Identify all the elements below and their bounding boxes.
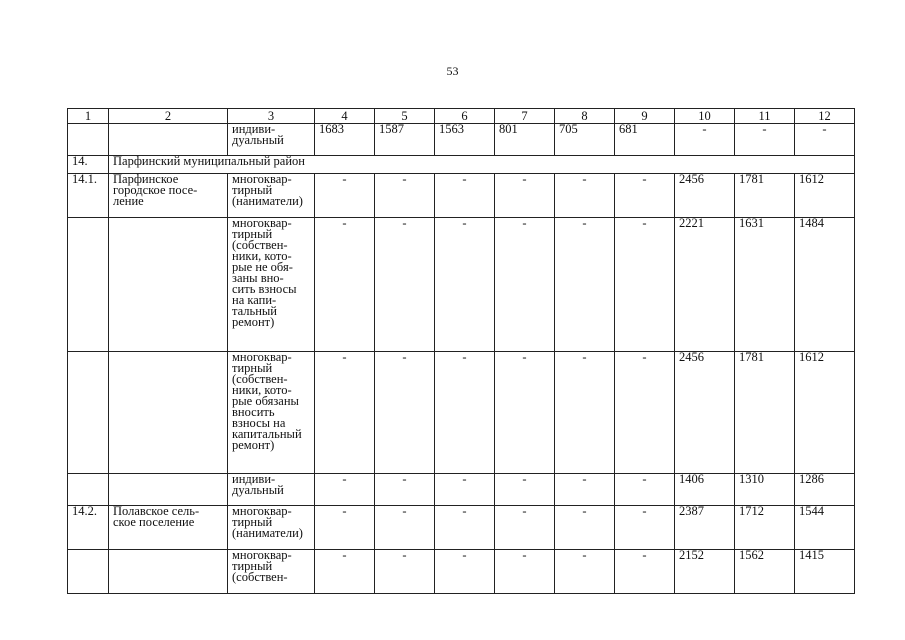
- value-cell: -: [615, 352, 675, 474]
- settlement-name: Парфинское городское посе- ление: [109, 174, 228, 218]
- value-cell: -: [495, 352, 555, 474]
- row-number: [68, 124, 109, 156]
- column-header: 1: [68, 109, 109, 124]
- settlement-name: [109, 474, 228, 506]
- value-cell: -: [375, 550, 435, 594]
- housing-type: многоквар- тирный (наниматели): [228, 506, 315, 550]
- value-cell: -: [795, 124, 855, 156]
- housing-type: индиви- дуальный: [228, 474, 315, 506]
- column-header: 5: [375, 109, 435, 124]
- value-cell: -: [675, 124, 735, 156]
- settlement-name: [109, 124, 228, 156]
- value-cell: -: [555, 474, 615, 506]
- value-cell: -: [375, 352, 435, 474]
- value-cell: 801: [495, 124, 555, 156]
- value-cell: 2456: [675, 174, 735, 218]
- table-row: [68, 174, 855, 218]
- value-cell: 1712: [735, 506, 795, 550]
- header-row: [68, 109, 855, 124]
- settlement-name: [109, 218, 228, 352]
- value-cell: 2152: [675, 550, 735, 594]
- value-cell: -: [615, 218, 675, 352]
- value-cell: -: [375, 174, 435, 218]
- value-cell: 1562: [735, 550, 795, 594]
- table-row: [68, 506, 855, 550]
- value-cell: 681: [615, 124, 675, 156]
- value-cell: 1631: [735, 218, 795, 352]
- settlement-name: [109, 550, 228, 594]
- value-cell: -: [555, 352, 615, 474]
- row-number: [68, 352, 109, 474]
- value-cell: -: [495, 174, 555, 218]
- value-cell: 1484: [795, 218, 855, 352]
- value-cell: 1415: [795, 550, 855, 594]
- value-cell: -: [555, 550, 615, 594]
- value-cell: -: [435, 218, 495, 352]
- value-cell: -: [735, 124, 795, 156]
- value-cell: 1781: [735, 352, 795, 474]
- housing-type: индиви- дуальный: [228, 124, 315, 156]
- table-row: [68, 352, 855, 474]
- column-header: 9: [615, 109, 675, 124]
- column-header: 7: [495, 109, 555, 124]
- housing-type: многоквар- тирный (собствен- ники, кото- рые не обя- заны вно- сить взносы на капи- тальный ремонт): [228, 218, 315, 352]
- column-header: 2: [109, 109, 228, 124]
- housing-type: многоквар- тирный (собствен-: [228, 550, 315, 594]
- column-header: 4: [315, 109, 375, 124]
- value-cell: 1612: [795, 352, 855, 474]
- housing-type: многоквар- тирный (собствен- ники, кото- рые обязаны вносить взносы на капитальный ремонт): [228, 352, 315, 474]
- section-title: Парфинский муниципальный район: [109, 156, 855, 174]
- value-cell: -: [495, 218, 555, 352]
- value-cell: -: [315, 352, 375, 474]
- row-number: 14.2.: [68, 506, 109, 550]
- column-header: 11: [735, 109, 795, 124]
- value-cell: -: [435, 506, 495, 550]
- row-number: 14.1.: [68, 174, 109, 218]
- value-cell: 1544: [795, 506, 855, 550]
- row-number: 14.: [68, 156, 109, 174]
- value-cell: 2221: [675, 218, 735, 352]
- settlement-name: Полавское сель- ское поселение: [109, 506, 228, 550]
- value-cell: -: [435, 550, 495, 594]
- value-cell: 1612: [795, 174, 855, 218]
- column-header: 10: [675, 109, 735, 124]
- value-cell: -: [615, 474, 675, 506]
- value-cell: -: [435, 474, 495, 506]
- value-cell: -: [435, 174, 495, 218]
- column-header: 12: [795, 109, 855, 124]
- value-cell: 1563: [435, 124, 495, 156]
- column-header: 6: [435, 109, 495, 124]
- table-row: [68, 124, 855, 156]
- value-cell: -: [495, 506, 555, 550]
- value-cell: -: [435, 352, 495, 474]
- value-cell: 1587: [375, 124, 435, 156]
- value-cell: -: [315, 218, 375, 352]
- value-cell: -: [555, 506, 615, 550]
- value-cell: -: [375, 506, 435, 550]
- value-cell: -: [315, 474, 375, 506]
- value-cell: -: [375, 474, 435, 506]
- table-row: [68, 474, 855, 506]
- value-cell: -: [615, 550, 675, 594]
- column-header: 3: [228, 109, 315, 124]
- value-cell: -: [615, 506, 675, 550]
- tariff-table: [67, 108, 855, 594]
- value-cell: 1310: [735, 474, 795, 506]
- housing-type: многоквар- тирный (наниматели): [228, 174, 315, 218]
- value-cell: 1286: [795, 474, 855, 506]
- section-row: [68, 156, 855, 174]
- value-cell: -: [315, 174, 375, 218]
- value-cell: 2387: [675, 506, 735, 550]
- table-row: [68, 550, 855, 594]
- value-cell: -: [555, 218, 615, 352]
- row-number: [68, 550, 109, 594]
- row-number: [68, 474, 109, 506]
- value-cell: -: [615, 174, 675, 218]
- value-cell: 1781: [735, 174, 795, 218]
- value-cell: 705: [555, 124, 615, 156]
- page-number: 53: [446, 64, 459, 78]
- value-cell: -: [315, 506, 375, 550]
- settlement-name: [109, 352, 228, 474]
- value-cell: 2456: [675, 352, 735, 474]
- table-row: [68, 218, 855, 352]
- value-cell: -: [555, 174, 615, 218]
- value-cell: 1683: [315, 124, 375, 156]
- row-number: [68, 218, 109, 352]
- column-header: 8: [555, 109, 615, 124]
- value-cell: 1406: [675, 474, 735, 506]
- value-cell: -: [315, 550, 375, 594]
- value-cell: -: [375, 218, 435, 352]
- value-cell: -: [495, 550, 555, 594]
- value-cell: -: [495, 474, 555, 506]
